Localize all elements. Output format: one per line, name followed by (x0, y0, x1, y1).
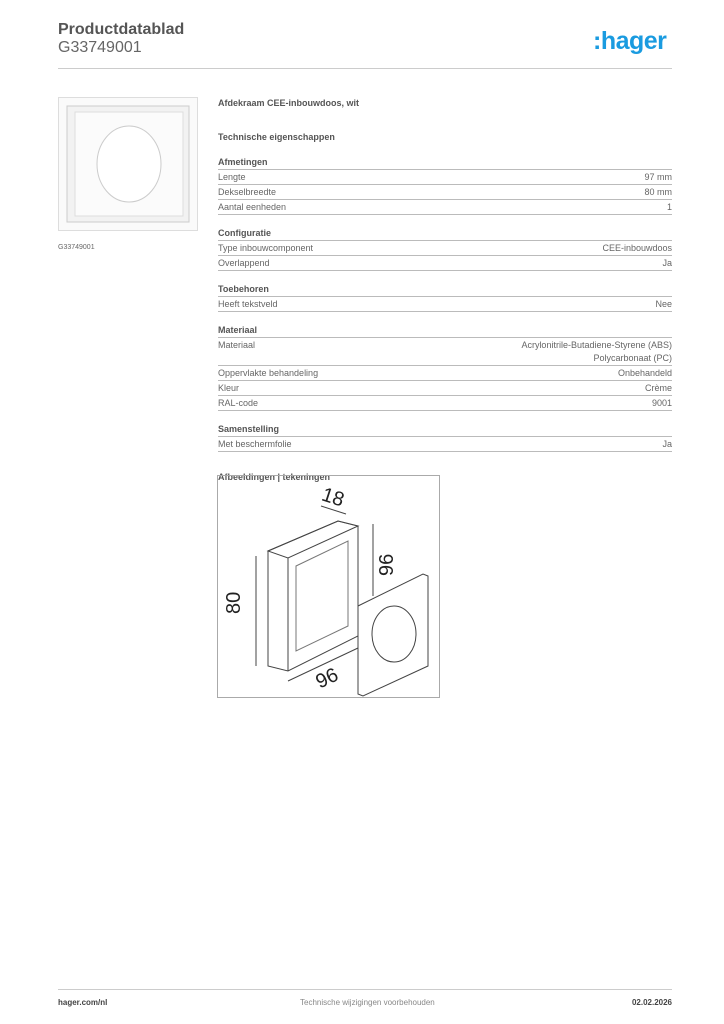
dim-width: 96 (312, 663, 342, 694)
spec-value: CEE-inbouwdoos (602, 243, 672, 253)
spec-row (218, 241, 672, 256)
spec-label: Oppervlakte behandeling (218, 368, 319, 378)
spec-value: 80 mm (644, 187, 672, 197)
product-name: Afdekraam CEE-inbouwdoos, wit (218, 98, 360, 108)
header-divider (58, 68, 672, 69)
page-title: Productdatablad (58, 21, 185, 38)
spec-row (218, 396, 672, 411)
footer-date: 02.02.2026 (631, 998, 672, 1007)
section-title: Toebehoren (218, 283, 672, 297)
spec-value: Polycarbonaat (PC) (593, 353, 672, 363)
hager-logo: :hager (593, 27, 667, 55)
section-title: Configuratie (218, 227, 672, 241)
spec-row (218, 297, 672, 312)
spec-value: Ja (662, 439, 672, 449)
spec-label: Materiaal (218, 340, 256, 350)
spec-value: Ja (662, 258, 672, 268)
product-code: G33749001 (58, 39, 142, 56)
tech-title: Technische eigenschappen (218, 132, 335, 142)
spec-row (218, 338, 672, 366)
section-title: Afmetingen (218, 156, 672, 170)
spec-label: Kleur (218, 383, 240, 393)
spec-row (218, 366, 672, 381)
spec-value-multi (521, 339, 672, 365)
spec-column (218, 96, 672, 482)
spec-row (218, 170, 672, 185)
spec-row (218, 256, 672, 271)
spec-label: Type inbouwcomponent (218, 243, 314, 253)
footer-divider (58, 989, 672, 990)
spec-value: Acrylonitrile-Butadiene-Styrene (ABS) (521, 340, 672, 350)
spec-value: 9001 (651, 398, 672, 408)
spec-value: Crème (644, 383, 672, 393)
dim-depth: 18 (318, 483, 347, 512)
spec-row (218, 437, 672, 452)
figures-title: Afbeeldingen | tekeningen (218, 472, 331, 482)
spec-label: Lengte (218, 172, 246, 182)
section-title: Samenstelling (218, 423, 672, 437)
spec-value: Onbehandeld (617, 368, 672, 378)
spec-row (218, 185, 672, 200)
image-caption: G33749001 (58, 244, 95, 251)
spec-row (218, 200, 672, 215)
footer-website[interactable]: hager.com/nl (58, 998, 108, 1007)
spec-label: RAL-code (218, 398, 259, 408)
dim-height-left: 80 (223, 591, 245, 614)
spec-label: Dekselbreedte (218, 187, 277, 197)
spec-label: Heeft tekstveld (218, 299, 278, 309)
spec-row (218, 381, 672, 396)
spec-value: 1 (666, 202, 672, 212)
spec-label: Overlappend (218, 258, 270, 268)
dim-height-right: 96 (376, 553, 398, 576)
spec-label: Met beschermfolie (218, 439, 292, 449)
section-title: Materiaal (218, 324, 672, 338)
spec-value: Nee (655, 299, 672, 309)
technical-drawing (217, 475, 440, 698)
footer-disclaimer: Technische wijzigingen voorbehouden (300, 998, 435, 1007)
product-image (58, 97, 198, 231)
spec-value: 97 mm (644, 172, 672, 182)
spec-label: Aantal eenheden (218, 202, 287, 212)
